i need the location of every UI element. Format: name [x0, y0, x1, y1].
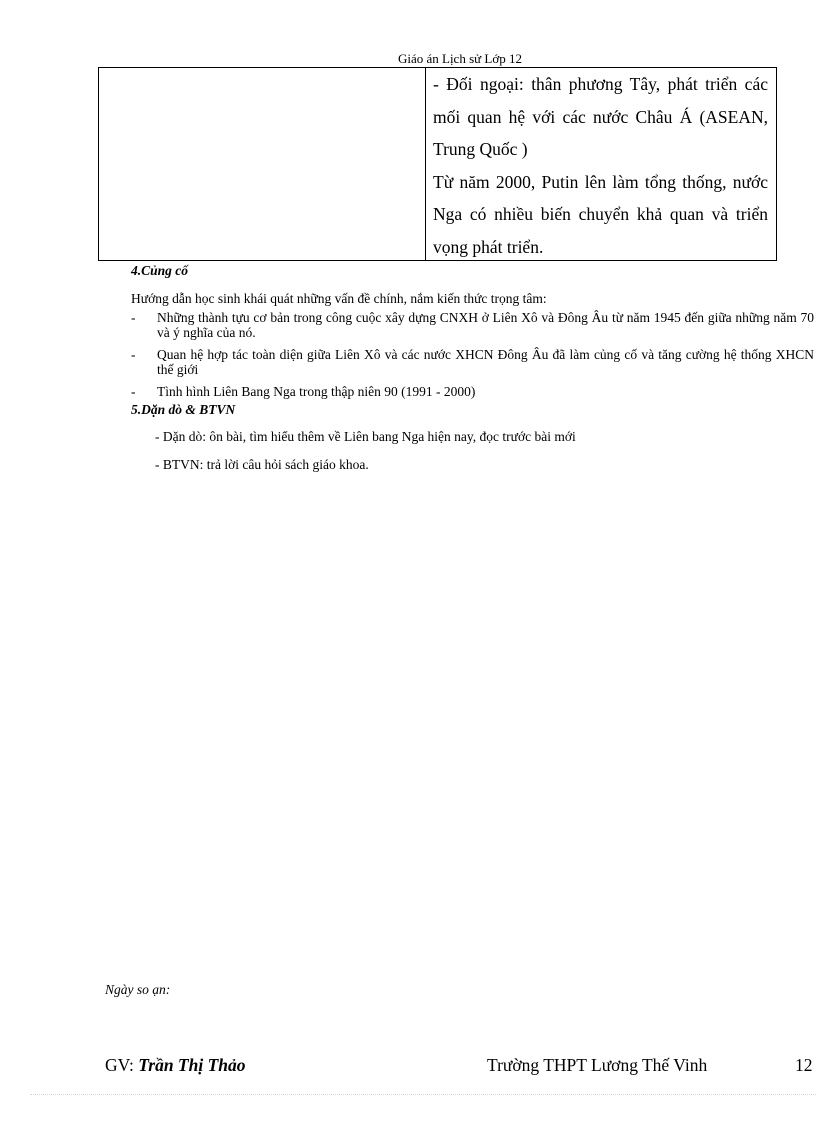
teacher-prefix: GV: [105, 1055, 134, 1075]
list-bullet: - [131, 384, 136, 399]
teacher-name: Trần Thị Thảo [138, 1055, 246, 1075]
list-item [131, 384, 814, 399]
lesson-table [98, 67, 777, 261]
footer-school: Trường THPT Lương Thế Vinh [487, 1055, 708, 1075]
list-item-text: Tình hình Liên Bang Nga trong thập niên 90 (1991 - 2000) [157, 384, 476, 399]
table-right-cell [433, 68, 768, 264]
bottom-rule [30, 1094, 816, 1095]
section-5-title: 5.Dặn dò & BTVN [131, 402, 236, 417]
section-4-intro: Hướng dẫn học sinh khái quát những vấn đề chính, nắm kiến thức trọng tâm: [131, 291, 547, 306]
list-item [131, 310, 814, 340]
page-header: Giáo án Lịch sử Lớp 12 [397, 51, 523, 66]
list-item [131, 347, 814, 377]
foreign-policy-paragraph: - Đối ngoại: thân phương Tây, phát triển các mối quan hệ với các nước Châu Á (ASEAN, Trung Quốc ) [433, 74, 768, 160]
homework-review-line: - Dặn dò: ôn bài, tìm hiểu thêm về Liên bang Nga hiện nay, đọc trước bài mới [155, 429, 576, 444]
section-4-title: 4.Củng cố [131, 263, 189, 278]
page-number: 12 [795, 1055, 813, 1075]
footer-teacher [105, 1054, 246, 1076]
homework-exercise-line: - BTVN: trả lời câu hỏi sách giáo khoa. [155, 457, 369, 472]
preparation-date-label: Ngày so ạn: [105, 982, 171, 997]
table-column-divider [425, 68, 426, 260]
list-bullet: - [131, 347, 136, 362]
list-item-text: Quan hệ hợp tác toàn diện giữa Liên Xô và các nước XHCN Đông Âu đã làm củng cố và tăng cường hệ thống XHCN thế giới [157, 347, 814, 377]
list-item-text: Những thành tựu cơ bản trong công cuộc xây dựng CNXH ở Liên Xô và Đông Âu từ năm 1945 đến giữa những năm 70 và ý nghĩa của nó. [157, 310, 814, 340]
list-bullet: - [131, 310, 136, 325]
putin-paragraph: Từ năm 2000, Putin lên làm tổng thống, nước Nga có nhiều biến chuyển khả quan và triển vọng phát triển. [433, 171, 768, 257]
